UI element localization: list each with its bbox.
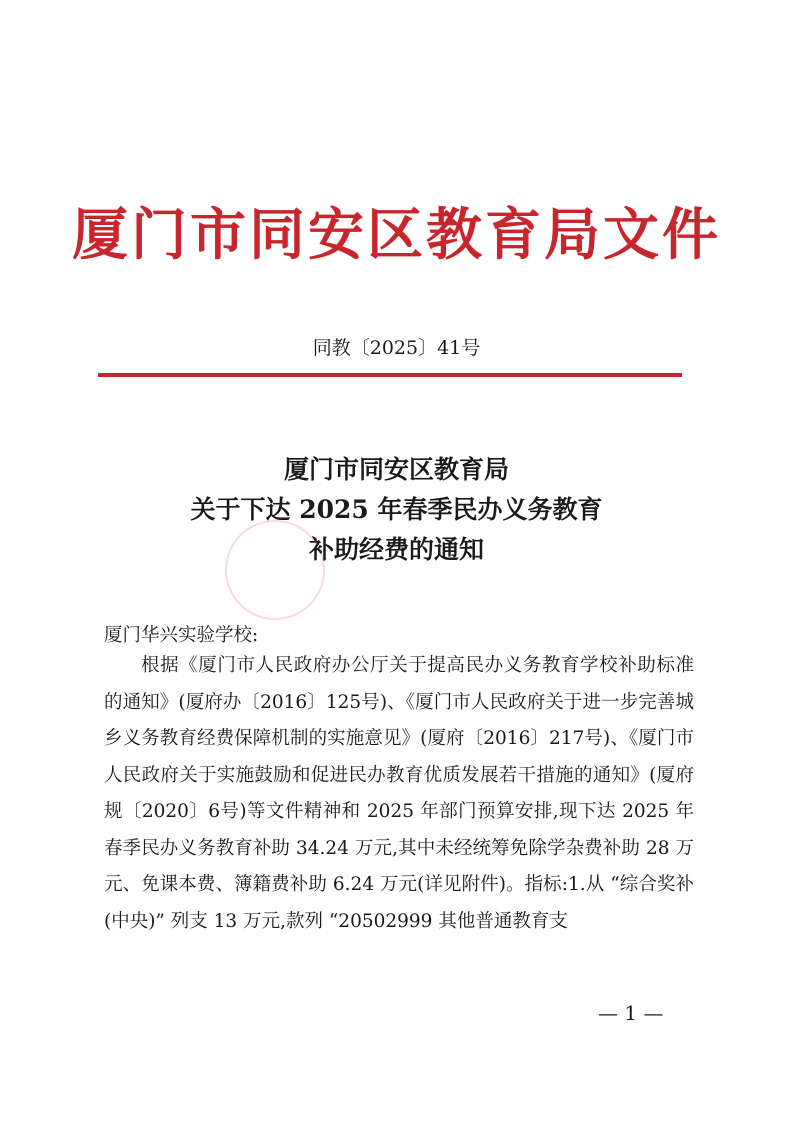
body-paragraph: 根据《厦门市人民政府办公厅关于提高民办义务教育学校补助标准的通知》(厦府办〔2016〕125号)、《厦门市人民政府关于进一步完善城乡义务教育经费保障机制的实施意见》(厦府〔2016〕217号)、《厦门市人民政府关于实施鼓励和促进民办教育优质发展若干措施的通知》(厦府规〔2020〕6号)等文件精神和 2025 年部门预算安排,现下达 2025 年春季民办义务教育补助 34.24 万元,其中未经统筹免除学杂费补助 28 万元、免课本费、簿籍费补助 6.24 万元(详见附件)。指标:1.从 “综合奖补(中央)” 列支 13 万元,款列 “20502999 其他普通教育支 xyxy=(104,655,694,932)
faint-seal-stamp xyxy=(225,520,325,620)
red-rule xyxy=(98,373,682,377)
document-body xyxy=(104,648,694,940)
document-title xyxy=(0,450,793,570)
title-line-3: 补助经费的通知 xyxy=(308,535,484,564)
addressee: 厦门华兴实验学校: xyxy=(104,625,259,646)
title-line-2: 关于下达 2025 年春季民办义务教育 xyxy=(190,495,603,524)
page-number: — 1 — xyxy=(598,1001,664,1025)
document-number: 同教〔2025〕41号 xyxy=(312,337,481,359)
title-line-1: 厦门市同安区教育局 xyxy=(283,455,509,484)
masthead: 厦门市同安区教育局文件 xyxy=(72,202,721,268)
